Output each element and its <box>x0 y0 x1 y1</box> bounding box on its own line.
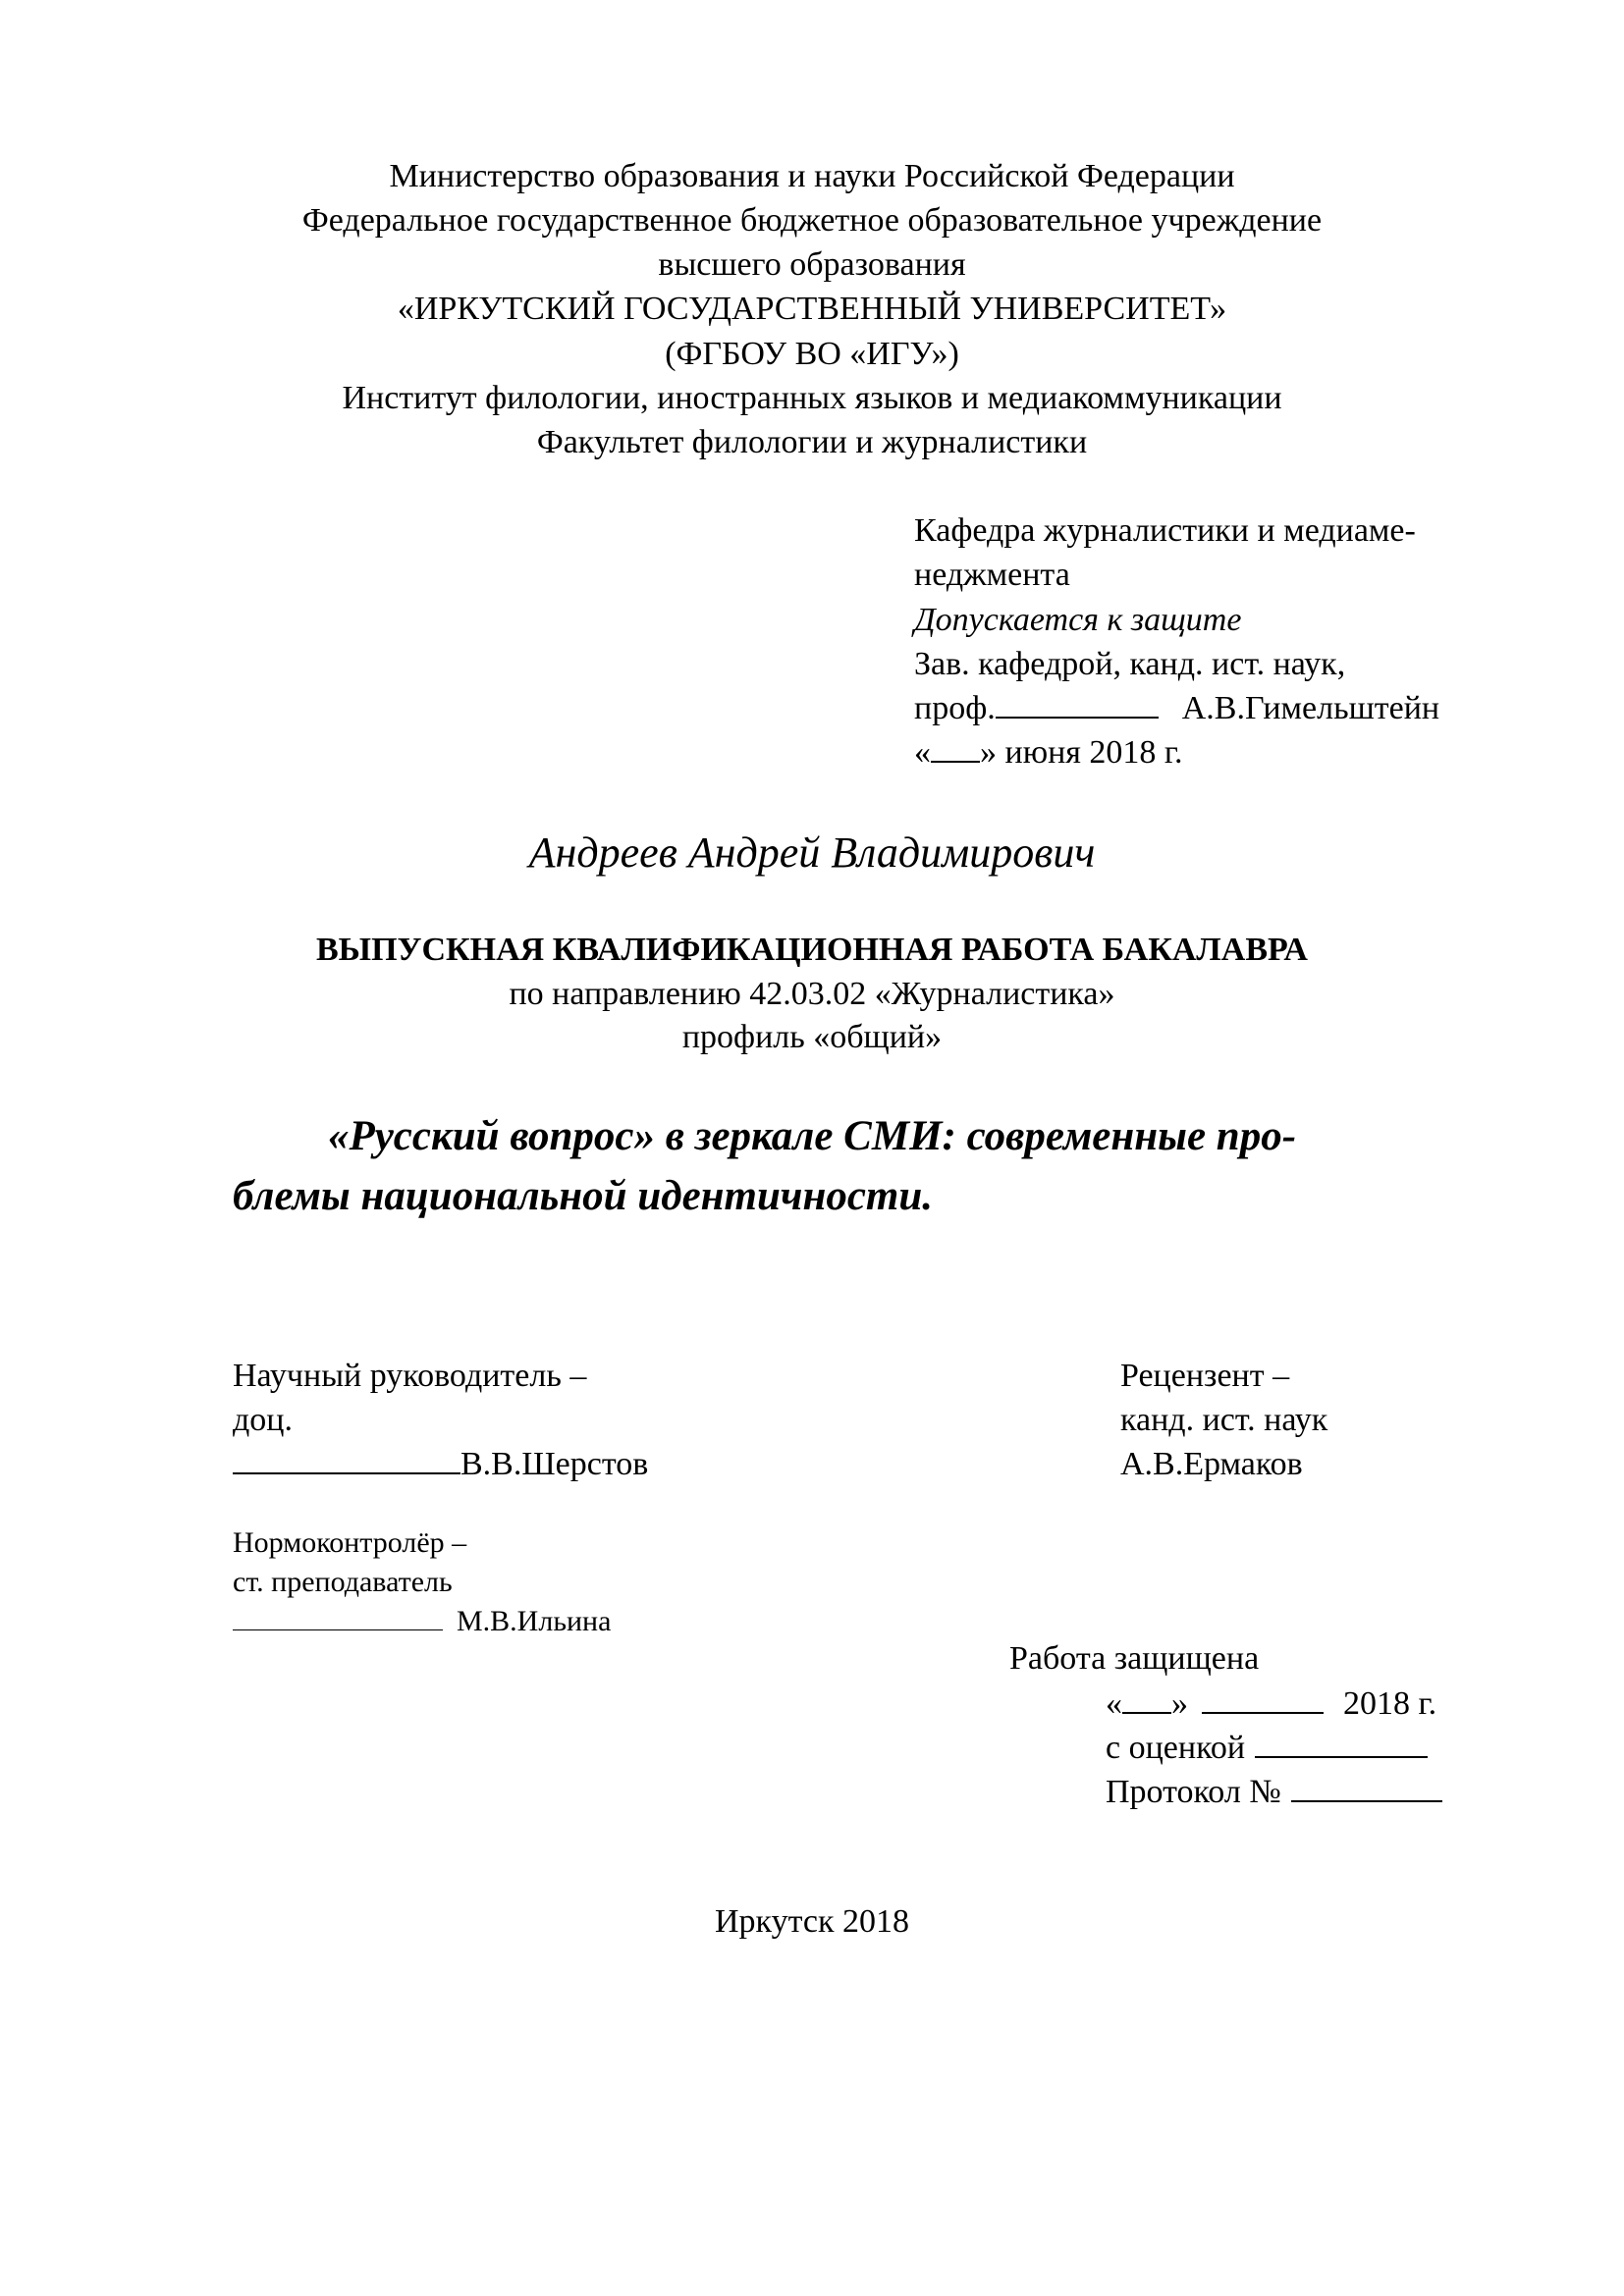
city-year: Иркутск 2018 <box>715 1903 909 1940</box>
institute-line: Институт филологии, иностранных языков и медиакоммуникации <box>342 380 1282 416</box>
normcontrol-name: М.В.Ильина <box>457 1605 612 1637</box>
protocol-label: Протокол № <box>1106 1774 1281 1810</box>
normcontrol-role: Нормоконтролёр – <box>233 1526 467 1559</box>
approval-date-rest: » июня 2018 г. <box>980 734 1183 771</box>
normcontrol-rank: ст. преподаватель <box>233 1566 453 1598</box>
defense-day-blank[interactable] <box>1122 1712 1171 1714</box>
normcontrol-signature-line <box>233 1607 611 1636</box>
faculty-line: Факультет филологии и журналистики <box>536 424 1088 460</box>
supervisor-rank: доц. <box>233 1402 293 1438</box>
work-profile: профиль «общий» <box>681 1019 943 1055</box>
normcontrol-signature-blank[interactable] <box>233 1629 443 1630</box>
approval-date-line <box>914 736 1183 770</box>
head-title: Зав. кафедрой, канд. ист. наук, <box>914 646 1346 682</box>
institution-type-line: Федеральное государственное бюджетное образовательное учреждение <box>301 202 1323 239</box>
grade-blank[interactable] <box>1255 1756 1428 1758</box>
head-signature-line <box>914 692 1439 725</box>
university-short-name: (ФГБОУ ВО «ИГУ») <box>665 336 959 372</box>
university-name: «ИРКУТСКИЙ ГОСУДАРСТВЕННЫЙ УНИВЕРСИТЕТ» <box>397 291 1227 327</box>
head-signature-blank[interactable] <box>996 717 1159 719</box>
protocol-line <box>1106 1776 1442 1809</box>
defense-date-open: « <box>1106 1685 1122 1722</box>
reviewer-rank: канд. ист. наук <box>1120 1402 1328 1438</box>
supervisor-role: Научный руководитель – <box>233 1358 587 1394</box>
defense-grade-line <box>1106 1732 1428 1765</box>
grade-label: с оценкой <box>1106 1730 1246 1766</box>
head-name: А.В.Гимельштейн <box>1181 690 1440 726</box>
defense-month-blank[interactable] <box>1202 1712 1324 1714</box>
prof-prefix: проф. <box>914 690 996 726</box>
thesis-title-line-2: блемы национальной идентичности. <box>233 1173 934 1219</box>
supervisor-signature-line <box>233 1448 648 1481</box>
author-name: Андреев Андрей Владимирович <box>528 828 1096 877</box>
ministry-line: Министерство образования и науки Российской Федерации <box>389 158 1235 194</box>
defense-title: Работа защищена <box>1009 1640 1260 1677</box>
thesis-title-line-1: «Русский вопрос» в зеркале СМИ: современные про- <box>327 1113 1297 1159</box>
admitted-label: Допускается к защите <box>914 602 1242 638</box>
work-type: ВЫПУСКНАЯ КВАЛИФИКАЦИОННАЯ РАБОТА БАКАЛАВРА <box>316 932 1308 968</box>
defense-year: 2018 г. <box>1343 1685 1437 1722</box>
defense-date-close: » <box>1171 1685 1188 1722</box>
protocol-blank[interactable] <box>1291 1800 1442 1802</box>
reviewer-name: А.В.Ермаков <box>1120 1446 1303 1482</box>
date-open-quote: « <box>914 734 931 771</box>
education-level-line: высшего образования <box>658 246 966 283</box>
approval-day-blank[interactable] <box>931 761 980 763</box>
defense-date-line <box>1106 1687 1436 1721</box>
work-direction: по направлению 42.03.02 «Журналистика» <box>509 976 1115 1012</box>
supervisor-signature-blank[interactable] <box>233 1472 460 1474</box>
reviewer-role: Рецензент – <box>1120 1358 1290 1394</box>
department-line-2: неджмента <box>914 557 1070 593</box>
supervisor-name: В.В.Шерстов <box>460 1446 649 1482</box>
department-line-1: Кафедра журналистики и медиаме- <box>914 512 1416 549</box>
